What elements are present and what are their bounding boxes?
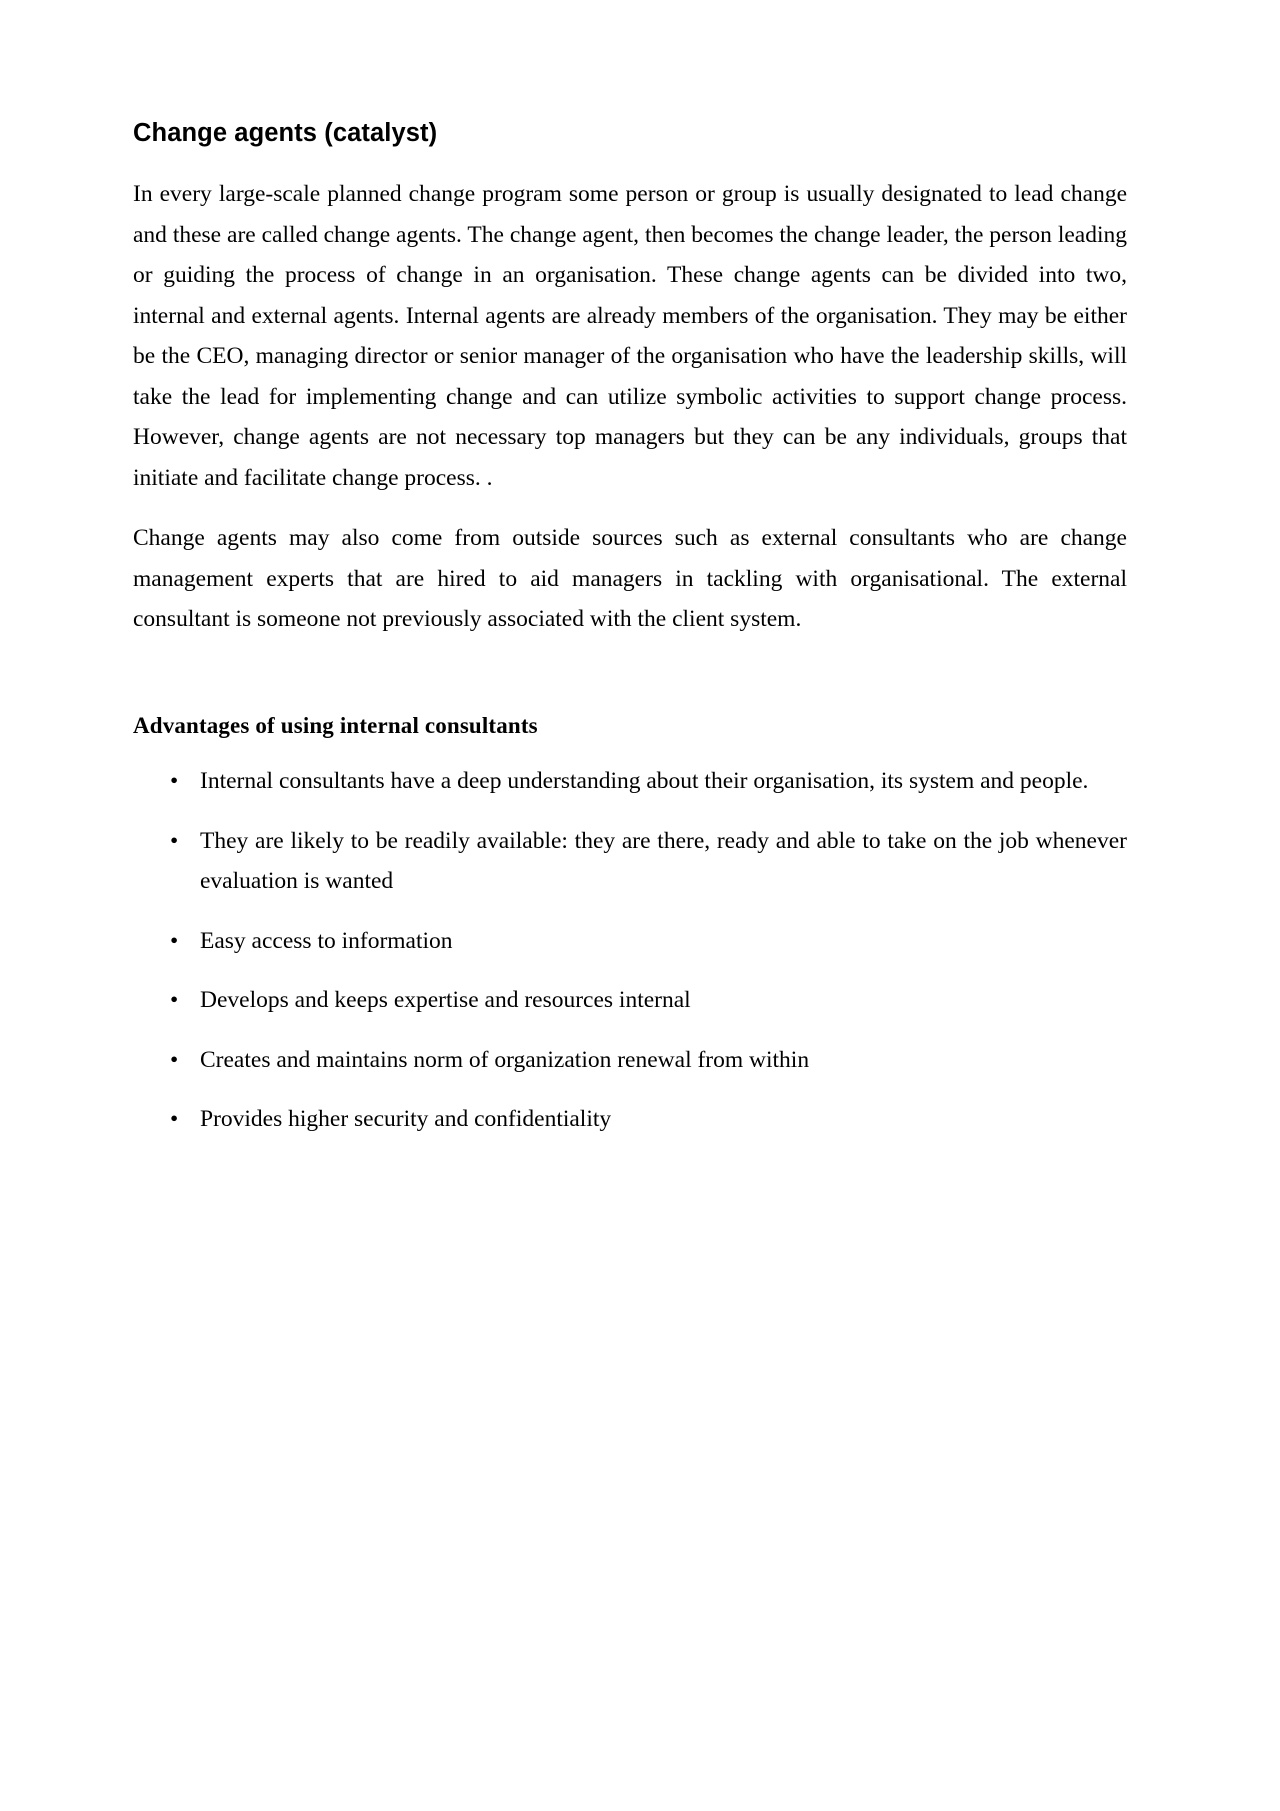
- list-item: [133, 1040, 1127, 1081]
- bullet-icon: •: [170, 1046, 179, 1073]
- paragraph-1: In every large-scale planned change program some person or group is usually designated to lead change and these are called change agents. The change agent, then becomes the change leader, the person leading or guiding the process of change in an organisation. These change agents can be divided into two, internal and external agents. Internal agents are already members of the organisation. They may be either be the CEO, managing director or senior manager of the organisation who have the leadership skills, will take the lead for implementing change and can utilize symbolic activities to support change process. However, change agents are not necessary top managers but they can be any individuals, groups that initiate and facilitate change process. .: [133, 181, 1127, 491]
- paragraph-2: Change agents may also come from outside sources such as external consultants who are change management experts that are hired to aid managers in tackling with organisational. The external consultant is someone not previously associated with the client system.: [133, 525, 1127, 633]
- list-item-text: They are likely to be readily available: they are there, ready and able to take on the job whenever evaluation is wanted: [200, 827, 1127, 895]
- bullet-icon: •: [170, 927, 179, 954]
- bullet-icon: •: [170, 827, 179, 854]
- advantages-list: [133, 761, 1127, 1140]
- bullet-icon: •: [170, 1106, 179, 1133]
- list-item-text: Provides higher security and confidentiality: [200, 1106, 612, 1133]
- bullet-icon: •: [170, 987, 179, 1014]
- list-item-text: Internal consultants have a deep understanding about their organisation, its system and people.: [200, 768, 1089, 795]
- list-item-text: Develops and keeps expertise and resources internal: [200, 987, 691, 1014]
- list-item-text: Creates and maintains norm of organization renewal from within: [200, 1046, 810, 1073]
- page-title: Change agents (catalyst): [133, 119, 438, 147]
- list-item: [133, 921, 1127, 962]
- section-heading-advantages: Advantages of using internal consultants: [133, 712, 538, 738]
- list-item: [133, 761, 1127, 802]
- list-item: [133, 1099, 1127, 1140]
- list-item: [133, 980, 1127, 1021]
- section-spacer: [133, 640, 1127, 712]
- list-item-text: Easy access to information: [200, 927, 453, 954]
- document-content: [133, 118, 1127, 1140]
- bullet-icon: •: [170, 768, 179, 795]
- heading-spacer: [133, 739, 1127, 761]
- list-item: [133, 821, 1127, 902]
